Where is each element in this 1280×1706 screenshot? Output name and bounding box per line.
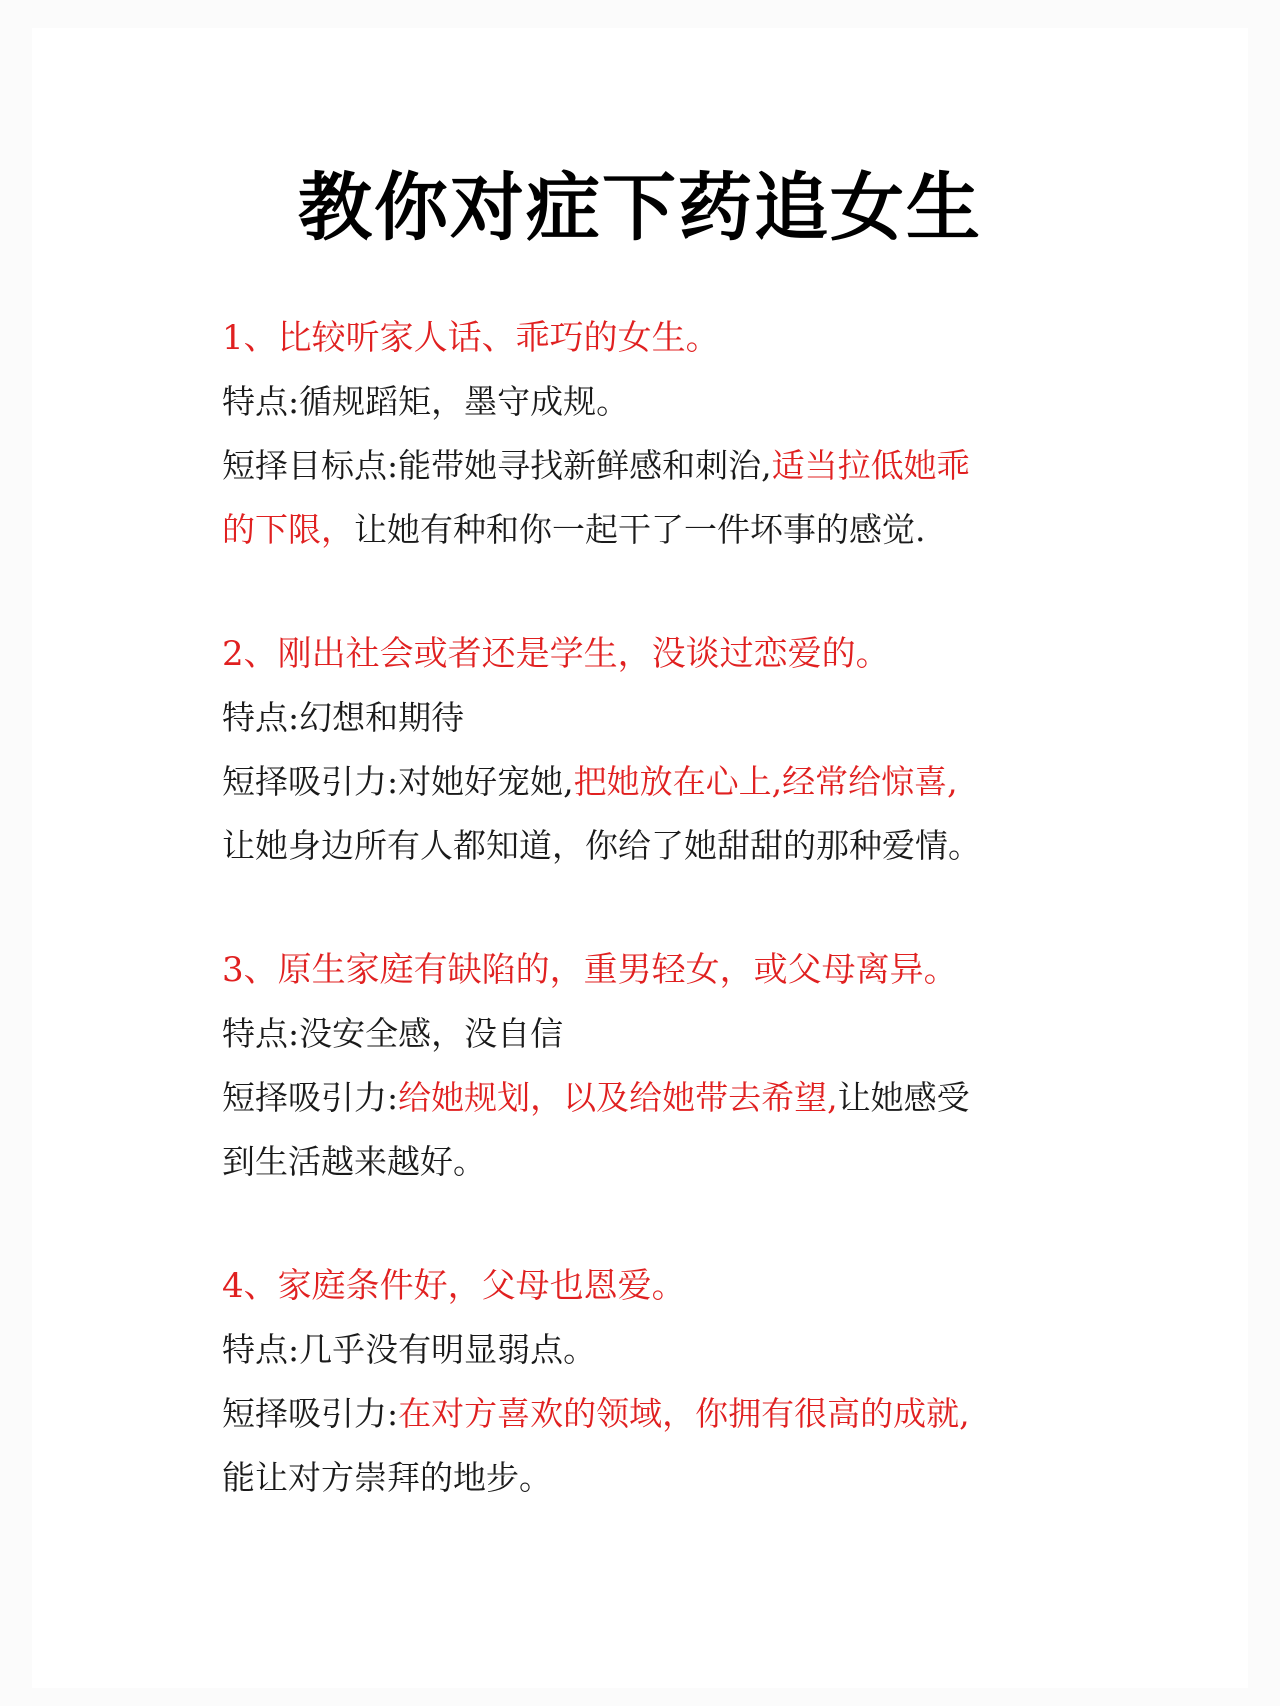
section-1 xyxy=(222,306,1082,562)
section-1-line-2-plain: 让她有种和你一起干了一件坏事的感觉. xyxy=(354,510,926,549)
section-2-trait: 特点:幻想和期待 xyxy=(222,698,465,737)
section-2-heading: 2、刚出社会或者还是学生，没谈过恋爱的。 xyxy=(222,634,890,674)
section-3 xyxy=(222,938,1082,1194)
section-1-line-2-highlight: 的下限， xyxy=(222,510,354,549)
section-3-line-1-highlight: 给她规划，以及给她带去希望, xyxy=(398,1078,838,1117)
section-1-line-1-highlight: 适当拉低她乖 xyxy=(771,446,970,485)
section-2 xyxy=(222,622,1082,878)
section-2-line-1-highlight: 把她放在心上,经常给惊喜, xyxy=(573,762,958,801)
section-1-line-2 xyxy=(222,498,1082,562)
section-4-line-2: 能让对方崇拜的地步。 xyxy=(222,1458,552,1497)
section-2-line-1 xyxy=(222,750,1082,814)
section-3-trait: 特点:没安全感，没自信 xyxy=(222,1014,564,1053)
section-1-heading: 1、比较听家人话、乖巧的女生。 xyxy=(222,318,720,358)
section-3-line-2: 到生活越来越好。 xyxy=(222,1142,486,1181)
section-4-line-1-highlight: 在对方喜欢的领域，你拥有很高的成就, xyxy=(398,1394,970,1433)
section-3-line-1-plain-2: 让她感受 xyxy=(837,1078,970,1117)
section-4-heading: 4、家庭条件好，父母也恩爱。 xyxy=(222,1266,686,1306)
section-4 xyxy=(222,1254,1082,1510)
section-1-line-1 xyxy=(222,434,1082,498)
section-2-line-2: 让她身边所有人都知道，你给了她甜甜的那种爱情。 xyxy=(222,826,981,865)
section-1-line-1-plain: 短择目标点:能带她寻找新鲜感和刺治, xyxy=(222,446,772,485)
section-3-line-1 xyxy=(222,1066,1082,1130)
section-3-line-1-plain: 短择吸引力: xyxy=(222,1078,399,1117)
section-4-line-1-plain: 短择吸引力: xyxy=(222,1394,399,1433)
section-4-line-1 xyxy=(222,1382,1082,1446)
section-1-trait: 特点:循规蹈矩，墨守成规。 xyxy=(222,382,630,421)
section-2-line-1-plain: 短择吸引力:对她好宠她, xyxy=(222,762,574,801)
page-title: 教你对症下药追女生 xyxy=(298,165,982,251)
section-3-heading: 3、原生家庭有缺陷的，重男轻女，或父母离异。 xyxy=(222,950,958,990)
section-4-trait: 特点:几乎没有明显弱点。 xyxy=(222,1330,597,1369)
